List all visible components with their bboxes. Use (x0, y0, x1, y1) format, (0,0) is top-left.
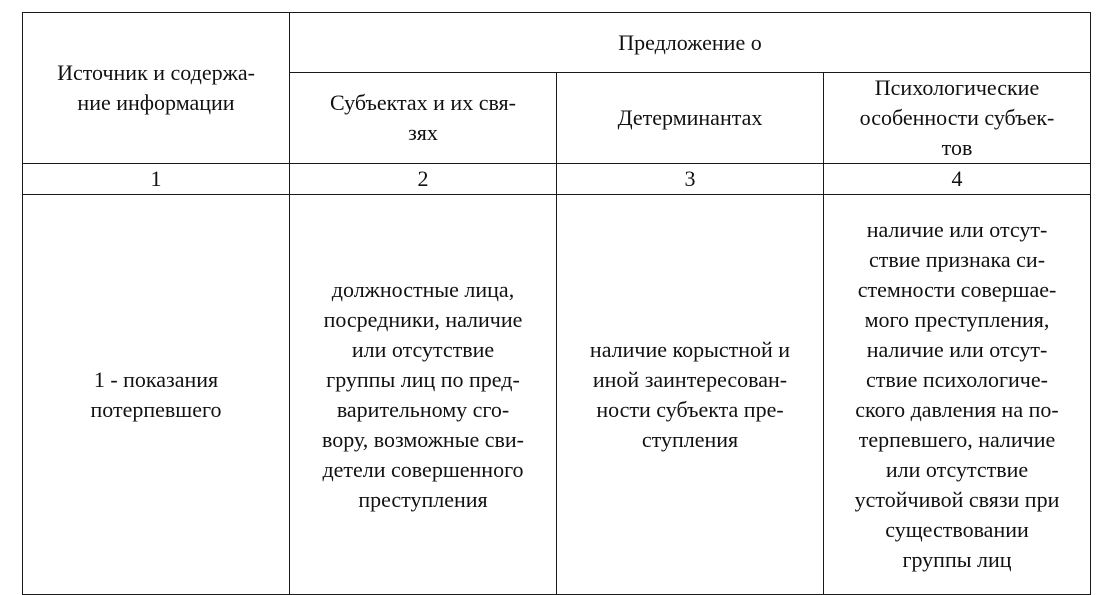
table-row (23, 195, 1091, 595)
column-number-cell (290, 164, 557, 195)
column-number-3: 3 (684, 166, 696, 191)
column-number-row (23, 164, 1091, 195)
column-number-cell (23, 164, 290, 195)
header-subjects-cell (290, 73, 557, 164)
cell-determinants-text: наличие корыстной и иной заинтересован- ности субъекта пре- ступления (589, 336, 791, 452)
column-number-4: 4 (951, 166, 963, 191)
table-cell-source (23, 195, 290, 595)
header-psychology-label: Психологические особенности субъек- тов (859, 75, 1055, 160)
header-psychology-cell (824, 73, 1091, 164)
header-group-label: Предложение о (618, 29, 762, 55)
header-row-1 (23, 13, 1091, 73)
header-subjects-label: Субъектах и их свя- зях (329, 90, 517, 145)
cell-psychology-text: наличие или отсут- ствие признака си- стемности совершае- мого преступления, наличие или отсут- ствие психологиче- ского давления на по- терпевшего, наличие или отсутствие устойчивой связи при существовании группы лиц (854, 216, 1060, 572)
header-source-label: Источник и содержа- ние информации (57, 60, 255, 115)
table-cell-determinants (557, 195, 824, 595)
column-number-cell (557, 164, 824, 195)
header-group-cell (290, 13, 1091, 73)
header-determinants-cell (557, 73, 824, 164)
table-cell-psychology (824, 195, 1091, 595)
table-cell-subjects (290, 195, 557, 595)
header-determinants-label: Детерминантах (617, 105, 763, 130)
column-number-1: 1 (150, 166, 162, 191)
information-table (22, 12, 1091, 595)
column-number-cell (824, 164, 1091, 195)
column-number-2: 2 (417, 166, 429, 191)
cell-source-text: 1 - показания потерпевшего (90, 366, 222, 422)
header-source-cell (23, 13, 290, 164)
cell-subjects-text: должностные лица, посредники, наличие или отсутствие группы лиц по пред- варительному сго- вору, возможные сви- детели совершенного преступления (321, 276, 524, 512)
